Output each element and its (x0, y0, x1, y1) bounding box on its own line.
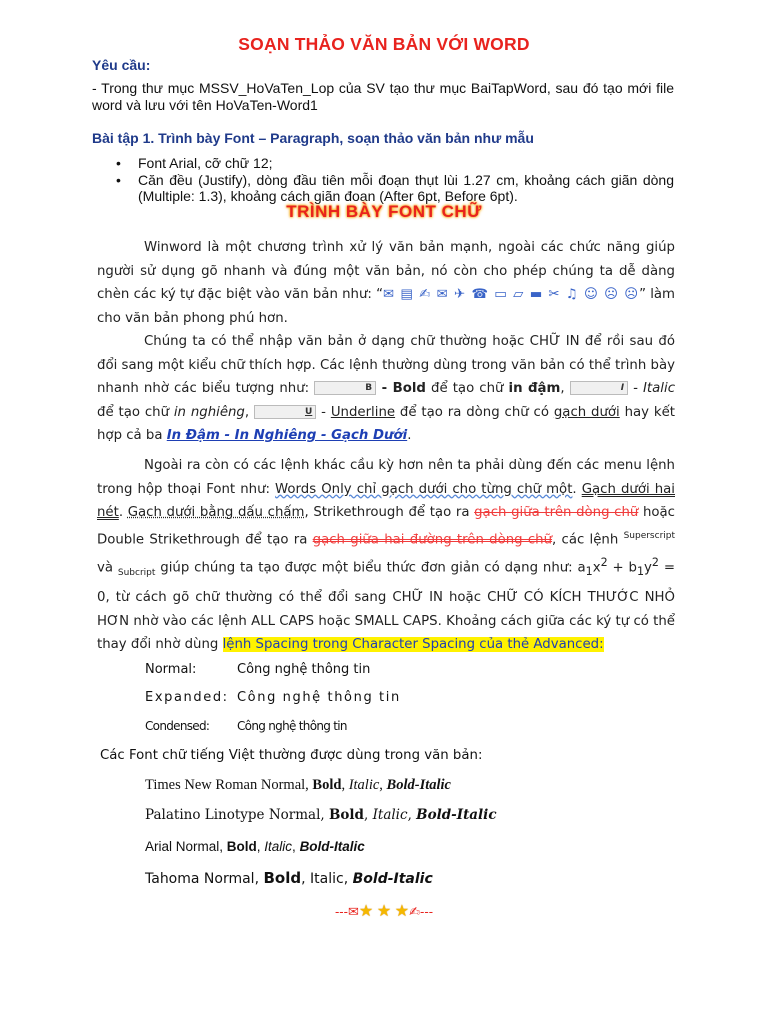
font-sep: , (363, 807, 373, 823)
font-sample-arial (145, 839, 365, 854)
ornament-left: ---✉ (334, 904, 359, 919)
bold-toolbar-icon: B (314, 381, 376, 395)
bullet-item (116, 172, 674, 205)
underline-word: Underline (330, 404, 396, 420)
spacing-label: Normal: (145, 662, 197, 677)
star-icon: ★ (358, 903, 374, 920)
star-icon: ★ (394, 903, 410, 920)
font-sample-palatino (145, 807, 497, 823)
subscript-sample: Subcript (117, 568, 156, 579)
para2-text: để tạo ra dòng chữ có (395, 404, 554, 420)
requirement-label: Yêu cầu: (92, 57, 151, 73)
spacing-expanded-row (145, 690, 401, 705)
spacing-sample: Công nghệ thông tin (237, 719, 347, 733)
bullet-text: Font Arial, cỡ chữ 12; (138, 155, 273, 171)
paragraph-1 (97, 236, 675, 330)
para3-text: = 0, từ cách gõ chữ thường có thể đổi sang CHỮ IN hoặc CHỮ CÓ KÍCH THƯỚC NHỎ HƠN nhờ vào các lệnh ALL CAPS hoặc SMALL CAPS. Khoảng cách giữa các ký tự có thể thay đổi nhờ dùng (97, 560, 675, 652)
para2-text: để tạo chữ (97, 404, 174, 420)
para2-dash: - (376, 381, 393, 396)
para3-text: . (118, 505, 128, 520)
words-only-sample: Words Only chỉ gạch dưới cho từng chữ một (275, 481, 573, 497)
para2-text: . (407, 428, 412, 443)
para2-text: , (560, 381, 570, 396)
font-bold-italic: Bold-Italic (352, 871, 433, 887)
bullet-dot-icon: • (116, 171, 121, 188)
font-sep: , (301, 871, 311, 887)
para3-text: giúp chúng ta tạo được một biểu thức đơn giản có dạng như: a (155, 560, 586, 576)
font-name: Times New Roman Normal, (145, 777, 313, 793)
bold-word: Bold (392, 381, 426, 396)
double-strikethrough-sample: gạch giữa hai đường trên dòng chữ (312, 531, 553, 547)
font-bold: Bold (328, 807, 364, 823)
equation-var: y (644, 560, 652, 576)
wordart-banner: TRÌNH BÀY FONT CHỮ (286, 202, 482, 221)
font-sep: , (407, 807, 417, 823)
para2-dash: - (316, 404, 331, 420)
font-bold: Bold (312, 777, 342, 793)
special-symbols-icon: ✉ ▤ ✍ ✉ ✈ ☎ ▭ ▱ ▬ ✂ ♫ ☺ ☹ ☹ (383, 287, 640, 302)
star-icon: ★ (376, 903, 392, 920)
double-underline-sample: Gạch dưới hai nét (97, 481, 675, 520)
bullet-item (116, 155, 674, 172)
font-italic: Italic (372, 807, 408, 823)
spacing-condensed-row (145, 719, 347, 733)
para3-text: , các lệnh (552, 531, 624, 547)
fonts-intro: Các Font chữ tiếng Việt thường được dùng trong văn bản: (100, 748, 483, 763)
equation-sup: 2 (651, 556, 659, 570)
font-italic: Italic (310, 871, 344, 887)
italic-sample: in nghiêng (173, 404, 245, 420)
para3-text: , Strikethrough để tạo ra (304, 505, 475, 520)
italic-word: Italic (643, 381, 675, 396)
bullet-text: Căn đều (Justify), dòng đầu tiên mỗi đoạn thụt lùi 1.27 cm, khoảng cách giãn dòng (Multiple: 1.3), khoảng cách giãn đoạn (After 6pt, Before 6pt). (138, 171, 674, 204)
dotted-underline-sample: Gạch dưới bằng dấu chấm (127, 505, 305, 520)
ornament-right: ✍--- (409, 904, 434, 919)
paragraph-3 (97, 454, 675, 657)
spacing-label: Expanded: (145, 690, 229, 705)
para1-text: Winword là một chương trình xử lý văn bản mạnh, ngoài các chức năng giúp người sử dụng gõ nhanh và đúng một văn bản, nó còn cho phép chúng ta dễ dàng chèn các ký tự đặc biệt vào văn bản như: “ (97, 240, 675, 302)
font-sep: , (256, 839, 265, 854)
para2-text: hay kết hợp cả ba (97, 404, 676, 443)
equation-sub: 1 (585, 565, 593, 579)
spacing-sample: Công nghệ thông tin (237, 662, 371, 677)
font-name: Arial Normal, (145, 839, 227, 854)
equation-sub: 1 (636, 565, 645, 579)
font-italic: Italic (348, 777, 380, 793)
underline-toolbar-icon: U (254, 405, 316, 419)
font-sample-times (145, 777, 451, 794)
font-name: Tahoma Normal, (145, 871, 264, 887)
font-bold: Bold (263, 869, 302, 887)
font-sep: , (292, 839, 300, 854)
font-bold: Bold (226, 839, 257, 854)
highlighted-text: lệnh Spacing trong Character Spacing của thẻ Advanced: (222, 637, 604, 652)
font-sep: , (341, 777, 349, 793)
para2-text: , (244, 404, 254, 420)
para3-text: . (572, 481, 582, 497)
equation-sup: 2 (600, 556, 608, 570)
para2-text: Chúng ta có thể nhập văn bản ở dạng chữ thường hoặc CHỮ IN để rồi sau đó đổi sang một kiểu chữ thích hợp. Các lệnh thường dùng trong văn bản có thể trình bày nhanh nhờ các biểu tượng như: (97, 334, 675, 396)
font-sample-tahoma (145, 869, 433, 887)
spacing-sample: Công nghệ thông tin (237, 690, 401, 705)
superscript-sample: Superscript (623, 530, 676, 541)
para3-text: hoặc Double Strikethrough để tạo ra (97, 505, 675, 547)
font-sep: , (379, 777, 387, 793)
para1-end: ” làm cho văn bản phong phú hơn. (97, 287, 675, 326)
font-name: Palatino Linotype Normal, (145, 807, 329, 823)
font-bold-italic: Bold-Italic (386, 777, 451, 793)
equation-var: x (592, 560, 601, 576)
font-sep: , (343, 871, 353, 887)
para3-text: và (97, 560, 118, 576)
equation-plus: + b (607, 560, 637, 576)
footer-ornament (0, 901, 768, 921)
italic-toolbar-icon: I (570, 381, 628, 395)
spacing-label: Condensed: (145, 719, 210, 733)
font-bold-italic: Bold-Italic (299, 839, 365, 854)
requirement-text: - Trong thư mục MSSV_HoVaTen_Lop của SV tạo thư mục BaiTapWord, sau đó tạo mới file word và lưu với tên HoVaTen-Word1 (92, 80, 674, 113)
combo-style-sample: In Đậm - In Nghiêng - Gạch Dưới (166, 428, 408, 443)
font-bold-italic: Bold-Italic (416, 807, 497, 823)
exercise-heading: Bài tập 1. Trình bày Font – Paragraph, soạn thảo văn bản như mẫu (92, 130, 534, 146)
underline-sample: gạch dưới (553, 404, 620, 420)
bold-sample: in đậm (508, 381, 561, 396)
bullet-dot-icon: • (116, 155, 121, 171)
para3-text: Ngoài ra còn có các lệnh khác cầu kỳ hơn nên ta phải dùng đến các menu lệnh trong hộp thoại Font như: (97, 458, 675, 497)
para2-dash: - (628, 381, 644, 396)
document-title: SOẠN THẢO VĂN BẢN VỚI WORD (238, 34, 530, 54)
para2-text: để tạo chữ (425, 381, 509, 396)
exercise-bullets (116, 155, 674, 205)
spacing-normal-row (145, 662, 370, 677)
paragraph-2 (97, 330, 675, 448)
strikethrough-sample: gạch giữa trên dòng chữ (474, 505, 639, 520)
font-italic: Italic (264, 839, 293, 854)
